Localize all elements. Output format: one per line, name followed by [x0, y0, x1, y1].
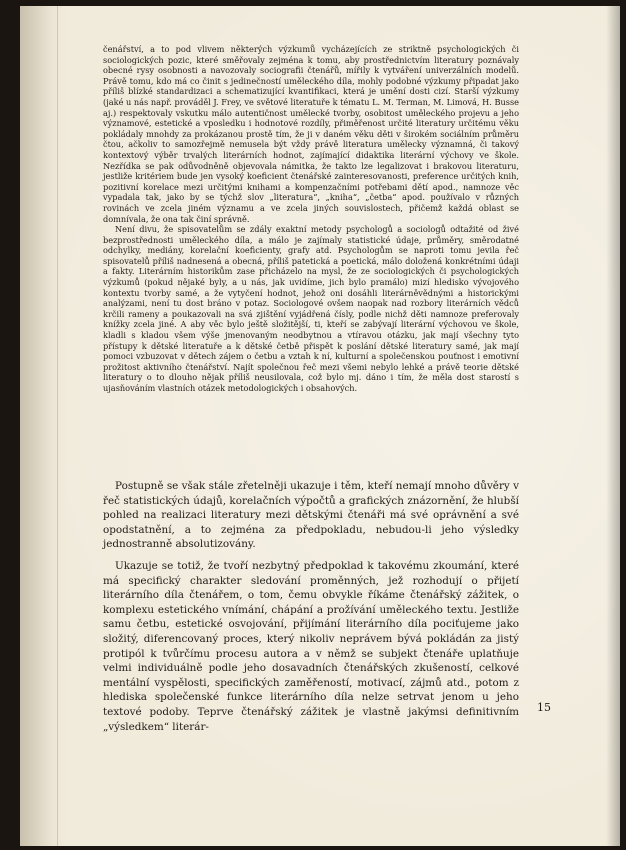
- small-paragraph-1: čenářství, a to pod vlivem některých výzkumů vycházejících ze striktně psychologických či sociologických pozic, které směřovaly zejména k tomu, aby prostřednictvím literatury poznávaly obecné rysy osobnosti a navozovaly sociografii čtenářů, mířily k vytváření univerzálních modelů. Právě tomu, kdo má co činit s jedinečností uměleckého díla, mohly podobné výzkumy připadat jako příliš blízké standardizaci a schematizující kvantifikaci, která je umění dosti cizí. Starší výzkumy (jaké u nás např. prováděl J. Frey, ve světové literatuře k tématu L. M. Terman, M. Limová, H. Busse aj.) respektovaly vskutku málo autentičnost umělecké tvorby, osobitost uměleckého projevu a jeho významové, estetické a vposledku i hodnotové rozdíly, přiměřenost určité literatury určitému věku pokládaly mnohdy za prokázanou prostě tím, že ji v daném věku děti v širokém sociálním průměru čtou, ačkoliv to samozřejmě nemusela být vždy právě literatura umělecky významná, či takový kontextový výběr trvalých literárních hodnot, zajímající didaktika literární výchovy ve škole. Nezřídka se pak odůvodněně objevovala námitka, že takto lze legalizovat i brakovou literaturu, jestliže kritériem bude jen vysoký koeficient čtenářské zainteresovanosti, preference určitých knih, pozitivní korelace mezi určitými knihami a kompenzačními potřebami dětí apod., namnoze věc vypadala tak, jako by se týchž slov „literatura“, „kniha“, „četba“ apod. používalo v různých rovinách ve zcela jiném významu a ve zcela jiných souvislostech, přičemž každá oblast se domnívala, že ona tak činí správně.: [103, 44, 519, 224]
- main-paragraph-2: Ukazuje se totiž, že tvoří nezbytný předpoklad k takovému zkoumání, které má specifický charakter sledování proměnných, jež rozhodují o přijetí literárního díla čtenářem, o tom, čemu obvykle říkáme čtenářský zážitek, o komplexu estetického vnímání, chápání a prožívání uměleckého textu. Jestliže samu četbu, estetické osvojování, přijímání literárního díla pociťujeme jako složitý, diferencovaný proces, který nikoliv neprávem bývá pokládán za jistý protipól k tvůrčímu procesu autora a v němž se subjekt čtenáře uplatňuje velmi individuálně podle jeho dosavadních čtenářských zkušeností, celkové mentální vyspělosti, specifických zaměřeností, motivací, zájmů atd., potom z hlediska společenské funkce literárního díla nelze setrvat jenom u jeho textové podoby. Teprve čtenářský zážitek je vlastně jakýmsi definitivním „výsledkem“ literár-: [103, 559, 519, 733]
- main-text-section: [103, 479, 519, 734]
- small-paragraph-2: Není divu, že spisovatelům se zdály exaktní metody psychologů a sociologů odtažité od živé bezprostřednosti uměleckého díla, a málo je zajímaly statistické údaje, průměry, směrodatné odchylky, mediány, korelační koeficienty, grafy atd. Psychologům se naproti tomu jevila řeč spisovatelů příliš nadnesená a obecná, příliš patetická a poetická, málo doložená konkrétními údaji a fakty. Literárním historikům zase přicházelo na mysl, že ze sociologických či psychologických výzkumů (pokud nějaké byly, a u nás, jak uvidíme, jich bylo pramálo) mizí hledisko vývojového kontextu tvorby samé, a že vytyčení hodnot, jehož oni dosáhli literárněvědnými a historickými analýzami, není tu dost bráno v potaz. Sociologové ovšem naopak nad rozbory literárních vědců krčili rameny a poukazovali na svá zjištění vyjádřená čísly, podle nichž děti namnoze preferovaly knížky zcela jiné. A aby věc bylo ještě složitější, ti, kteří se zabývají literární výchovou ve škole, kladli s kladou všem výše jmenovaným neodbytnou a vtíravou otázku, jak mají všechny tyto přístupy k dětské literatuře a k dětské četbě přispět k poslání dětské literatury samé, jak mají pomoci vzbuzovat v dětech zájem o četbu a vztah k ní, kulturní a společenskou pouťnost i emotivní prožitost aktivního čtenářství. Najít společnou řeč mezi všemi nebylo lehké a právě teorie dětské literatury o to dlouho nějak příliš neusilovala, což bylo mj. dáno i tím, že měla dost starostí s ujasňováním vlastních otázek metodologických i obsahových.: [103, 224, 519, 393]
- small-print-section: [103, 44, 519, 394]
- page-gutter: [20, 6, 66, 846]
- main-paragraph-1: Postupně se však stále zřetelněji ukazuje i těm, kteří nemají mnoho důvěry v řeč statistických údajů, korelačních výpočtů a grafických znázornění, že hlubší pohled na realizaci literatury mezi dětskými čtenáři má své oprávnění a své opodstatnění, a to zejména za předpokladu, nebudou-li jeho výsledky jednostranně absolutizovány.: [103, 480, 519, 551]
- gutter-fold: [57, 6, 58, 846]
- page-edge-shadow: [606, 6, 620, 846]
- page-number: 15: [537, 701, 551, 714]
